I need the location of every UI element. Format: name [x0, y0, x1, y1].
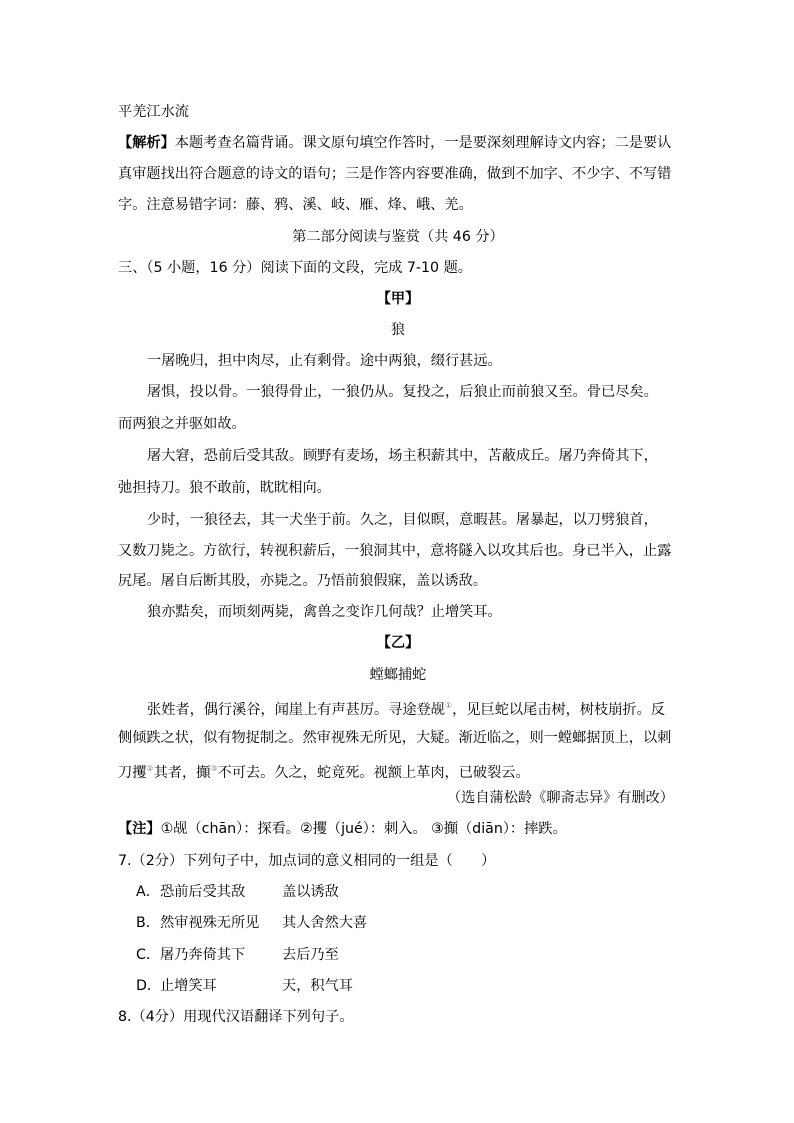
passage-a-line: 屠大窘，恐前后受其敌。顾野有麦场，场主积薪其中，苫蔽成丘。屠乃奔倚其下， [147, 448, 658, 464]
analysis-line-1 [118, 133, 678, 153]
passage-b-text: ，见巨蛇以尾击树，树枝崩折。反 [452, 702, 665, 718]
notes [118, 819, 678, 839]
option-text: 屠乃奔倚其下 [160, 947, 246, 963]
passage-a-title: 狼 [390, 322, 406, 338]
question-7-option-c [136, 945, 696, 965]
passage-b-line: 侧倾跌之状，似有物捉制之。然审视殊无所见，大疑。渐近临之，则一螳螂据顶上，以刺 [118, 730, 672, 746]
question-7-option-b [136, 913, 696, 933]
question-7-option-a [136, 882, 696, 902]
option-text: 止增笑耳 [160, 978, 217, 994]
passage-b-title: 螳螂捕蛇 [369, 667, 427, 683]
passage-a-line: 一屠晚归，担中肉尽，止有剩骨。途中两狼，缀行甚远。 [147, 353, 502, 369]
footnote-mark: ③ [210, 764, 218, 773]
footnote-mark: ① [444, 701, 453, 710]
passage-a-line: 狼亦黠矣，而顷刻两毙，禽兽之变诈几何哉？止增笑耳。 [147, 604, 502, 620]
option-text: 去后乃至 [282, 947, 339, 963]
section-title: 第二部分阅读与鉴赏（共 46 分） [292, 229, 504, 245]
option-letter: B． [136, 915, 160, 931]
option-text: 其人舍然大喜 [282, 915, 368, 931]
option-letter: C． [136, 947, 161, 963]
option-text: 天，积气耳 [282, 978, 353, 994]
question-8-stem: 8.（4分）用现代汉语翻译下列句子。 [118, 1009, 354, 1025]
option-letter: A． [136, 884, 160, 900]
option-text: 恐前后受其敌 [160, 884, 246, 900]
option-text: 盖以诱敌 [282, 884, 339, 900]
question-7-option-d [136, 976, 696, 996]
passage-b-line [118, 696, 678, 720]
passage-a-line: 弛担持刀。狼不敢前，眈眈相向。 [118, 480, 331, 496]
question-7-stem: 7.（2分）下列句子中，加点词的意义相同的一组是（ ） [118, 853, 496, 869]
passage-b-text: 其者，攧 [153, 765, 211, 781]
passage-b-text: 不可去。久之，蛇竟死。视额上革肉，已破裂云。 [217, 765, 530, 781]
passage-b-text: 张姓者，偶行溪谷，闻崖上有声甚厉。寻途登觇 [147, 702, 445, 718]
answer-line: 平羌江水流 [118, 104, 189, 120]
passage-a-line: 而两狼之并驱如故。 [118, 416, 246, 432]
option-text: 然审视殊无所见 [160, 915, 260, 931]
passage-a-line: 尻尾。屠自后断其股，亦毙之。乃悟前狼假寐，盖以诱敌。 [118, 573, 487, 589]
passage-b-line [118, 759, 678, 783]
footnote-mark: ② [146, 764, 154, 773]
notes-label: 【注】 [118, 821, 161, 837]
analysis-text: 本题考查名篇背诵。课文原句填空作答时，一是要深刻理解诗文内容；二是要认 [174, 135, 672, 151]
analysis-line-2: 真审题找出符合题意的诗文的语句；三是作答内容要准确，做到不加字、不少字、不写错 [118, 166, 672, 182]
passage-a-line: 屠惧，投以骨。一狼得骨止，一狼仍从。复投之，后狼止而前狼又至。骨已尽矣。 [147, 384, 658, 400]
passage-a-line: 少时，一狼径去，其一犬坐于前。久之，目似瞑，意暇甚。屠暴起，以刀劈狼首， [147, 512, 658, 528]
question-group-heading: 三、（5 小题，16 分）阅读下面的文段，完成 7-10 题。 [118, 260, 472, 276]
passage-a-line: 又数刀毙之。方欲行，转视积薪后，一狼洞其中，意将隧入以攻其后也。身已半入，止露 [118, 543, 672, 559]
analysis-label: 【解析】 [118, 135, 175, 151]
passage-b-label: 【乙】 [376, 635, 420, 651]
option-letter: D． [136, 978, 162, 994]
passage-b-source: （选自蒲松龄《聊斋志异》有删改） [446, 790, 674, 806]
passage-b-text: 刀攫 [118, 765, 147, 781]
analysis-line-3: 字。注意易错字词：藤、鸦、溪、岐、雁、烽、峨、羌。 [118, 197, 473, 213]
notes-text: ①觇（chān）：探看。②攫（jué）：刺入。 ③攧（diān）：摔跌。 [160, 821, 567, 837]
passage-a-label: 【甲】 [376, 291, 420, 307]
